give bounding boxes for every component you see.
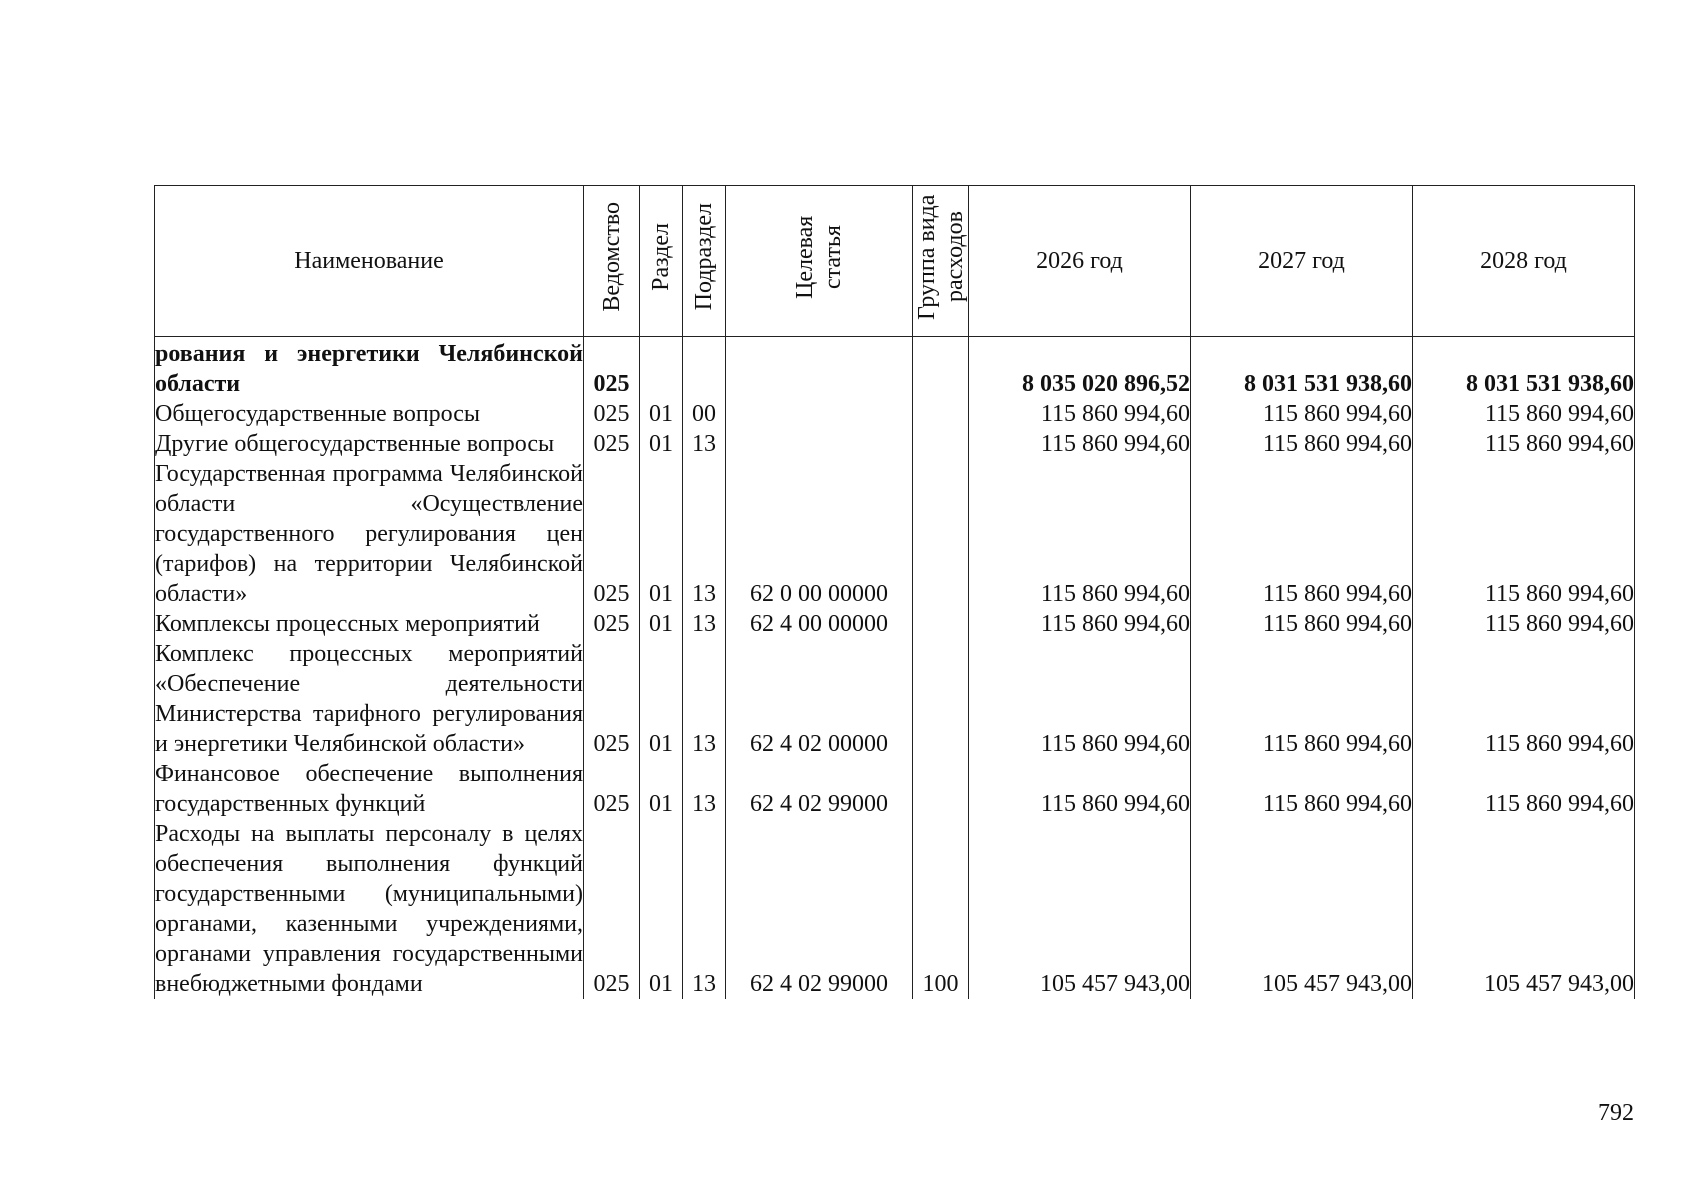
row-section: 01	[640, 429, 683, 459]
row-target-article: 62 4 02 99000	[726, 759, 913, 819]
row-amount-2026: 115 860 994,60	[969, 609, 1191, 639]
page-number: 792	[1598, 1100, 1634, 1126]
row-department: 025	[584, 609, 640, 639]
row-amount-2027: 115 860 994,60	[1191, 429, 1413, 459]
row-amount-2028: 115 860 994,60	[1413, 609, 1635, 639]
row-subsection: 13	[683, 639, 726, 759]
row-amount-2026: 105 457 943,00	[969, 819, 1191, 999]
row-section: 01	[640, 759, 683, 819]
row-name: Финансовое обеспечение выполнения государственных функций	[155, 761, 583, 817]
row-name: Общегосударственные вопросы	[155, 399, 584, 429]
row-expense-group	[913, 429, 969, 459]
row-subsection	[683, 337, 726, 400]
row-department: 025	[584, 337, 640, 400]
row-amount-2028: 115 860 994,60	[1413, 399, 1635, 429]
header-year-2027: 2027 год	[1191, 186, 1413, 337]
row-amount-2026: 115 860 994,60	[969, 639, 1191, 759]
row-amount-2028: 115 860 994,60	[1413, 759, 1635, 819]
row-amount-2026: 115 860 994,60	[969, 399, 1191, 429]
row-section: 01	[640, 639, 683, 759]
row-amount-2027: 115 860 994,60	[1191, 459, 1413, 609]
row-subsection: 00	[683, 399, 726, 429]
row-target-article: 62 4 00 00000	[726, 609, 913, 639]
table-row	[155, 429, 1635, 459]
header-department: Ведомство	[584, 186, 640, 337]
header-section: Раздел	[640, 186, 683, 337]
row-amount-2027: 115 860 994,60	[1191, 399, 1413, 429]
row-target-article: 62 4 02 99000	[726, 819, 913, 999]
row-expense-group	[913, 609, 969, 639]
table-header-row	[155, 186, 1635, 337]
row-expense-group	[913, 459, 969, 609]
row-name: рования и энергетики Челябинской области	[155, 337, 584, 400]
row-amount-2028: 115 860 994,60	[1413, 429, 1635, 459]
row-section	[640, 337, 683, 400]
row-name: Другие общегосударственные вопросы	[155, 429, 584, 459]
table-row	[155, 459, 1635, 609]
table-row	[155, 337, 1635, 400]
table-row	[155, 639, 1635, 759]
row-subsection: 13	[683, 759, 726, 819]
row-name: Государственная программа Челябинской области «Осуществление государственного регулирования цен (тарифов) на территории Челябинской области»	[155, 461, 583, 607]
table-row	[155, 819, 1635, 999]
table-row	[155, 759, 1635, 819]
row-section: 01	[640, 459, 683, 609]
header-expense-group: Группа вида расходов	[913, 186, 969, 337]
table-row	[155, 399, 1635, 429]
row-amount-2027: 115 860 994,60	[1191, 759, 1413, 819]
header-year-2028: 2028 год	[1413, 186, 1635, 337]
row-amount-2026: 115 860 994,60	[969, 759, 1191, 819]
row-amount-2026: 115 860 994,60	[969, 459, 1191, 609]
header-subsection: Подраздел	[683, 186, 726, 337]
row-subsection: 13	[683, 819, 726, 999]
row-subsection: 13	[683, 459, 726, 609]
row-subsection: 13	[683, 429, 726, 459]
row-section: 01	[640, 819, 683, 999]
row-expense-group	[913, 337, 969, 400]
row-department: 025	[584, 819, 640, 999]
row-target-article	[726, 337, 913, 400]
row-department: 025	[584, 759, 640, 819]
row-expense-group	[913, 759, 969, 819]
row-target-article	[726, 399, 913, 429]
row-amount-2027: 105 457 943,00	[1191, 819, 1413, 999]
row-amount-2028: 115 860 994,60	[1413, 459, 1635, 609]
row-amount-2028: 8 031 531 938,60	[1413, 337, 1635, 400]
row-department: 025	[584, 459, 640, 609]
row-amount-2028: 105 457 943,00	[1413, 819, 1635, 999]
row-department: 025	[584, 639, 640, 759]
row-amount-2027: 115 860 994,60	[1191, 609, 1413, 639]
row-expense-group	[913, 639, 969, 759]
row-expense-group: 100	[913, 819, 969, 999]
row-name: Комплекс процессных мероприятий «Обеспечение деятельности Министерства тарифного регулирования и энергетики Челябинской области»	[155, 641, 583, 757]
header-year-2026: 2026 год	[969, 186, 1191, 337]
row-amount-2027: 8 031 531 938,60	[1191, 337, 1413, 400]
row-amount-2026: 8 035 020 896,52	[969, 337, 1191, 400]
row-section: 01	[640, 609, 683, 639]
row-department: 025	[584, 399, 640, 429]
header-name: Наименование	[155, 186, 584, 337]
row-target-article	[726, 429, 913, 459]
table-row	[155, 609, 1635, 639]
row-amount-2026: 115 860 994,60	[969, 429, 1191, 459]
row-target-article: 62 0 00 00000	[726, 459, 913, 609]
row-target-article: 62 4 02 00000	[726, 639, 913, 759]
row-section: 01	[640, 399, 683, 429]
row-amount-2028: 115 860 994,60	[1413, 639, 1635, 759]
header-target-article: Целевая статья	[726, 186, 913, 337]
row-department: 025	[584, 429, 640, 459]
row-subsection: 13	[683, 609, 726, 639]
row-name: Расходы на выплаты персоналу в целях обеспечения выполнения функций государственными (муниципальными) органами, казенными учреждениями, органами управления государственными внебюджетными фондами	[155, 821, 583, 997]
row-expense-group	[913, 399, 969, 429]
budget-table	[154, 185, 1635, 999]
row-amount-2027: 115 860 994,60	[1191, 639, 1413, 759]
row-name: Комплексы процессных мероприятий	[155, 609, 584, 639]
